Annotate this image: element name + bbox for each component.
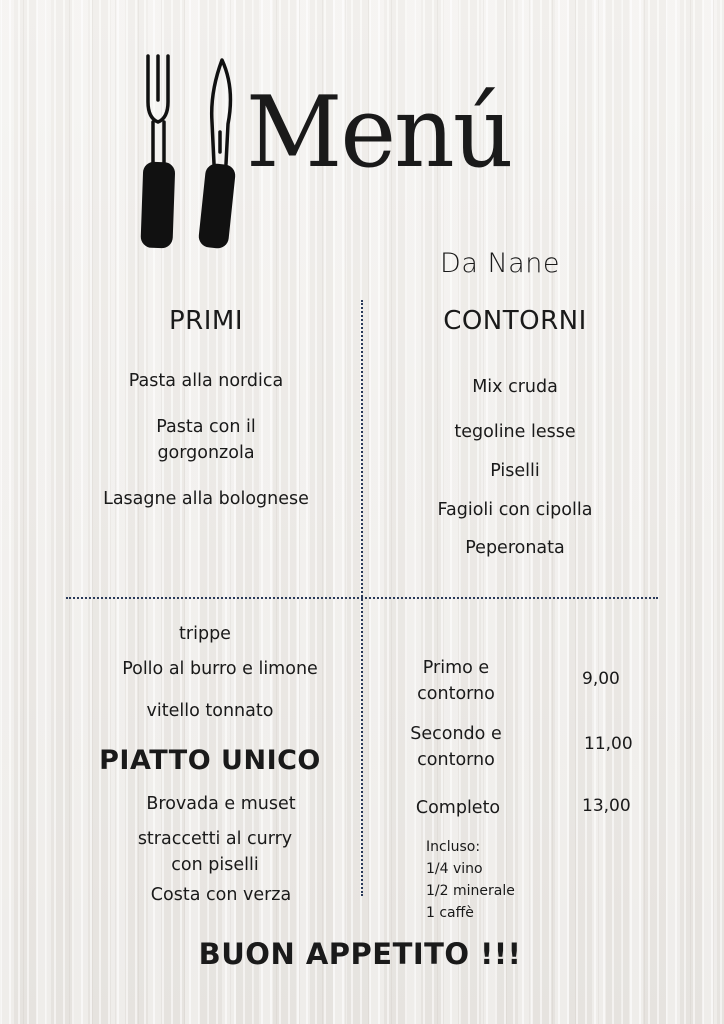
incluso-item: 1/2 minerale: [426, 883, 515, 899]
incluso-item: 1/4 vino: [426, 861, 483, 877]
menu-item: vitello tonnato: [146, 701, 274, 721]
contorni-heading: CONTORNI: [443, 306, 587, 336]
footer-greeting: BUON APPETITO !!!: [198, 937, 522, 971]
price-value: 11,00: [584, 734, 633, 754]
menu-item: trippe: [179, 624, 231, 644]
fork-knife-icon: [136, 52, 240, 252]
menu-item: tegoline lesse: [454, 422, 576, 442]
price-label: Primo e contorno: [417, 658, 495, 704]
price-value: 13,00: [582, 796, 631, 816]
incluso-heading: Incluso:: [426, 839, 481, 855]
horizontal-divider: [66, 597, 658, 599]
incluso-item: 1 caffè: [426, 905, 474, 921]
incluso-box: [426, 836, 515, 924]
price-label: Completo: [415, 798, 501, 818]
menu-item: Costa con verza: [150, 885, 292, 905]
menu-item: Fagioli con cipolla: [437, 500, 593, 520]
menu-item: Mix cruda: [472, 377, 558, 397]
restaurant-name: Da Nane: [440, 248, 560, 279]
menu-item: Pollo al burro e limone: [122, 659, 318, 679]
menu-item: straccetti al curry con piselli: [137, 829, 293, 875]
price-label: Secondo e contorno: [410, 724, 502, 770]
menu-item: Lasagne alla bolognese: [103, 489, 309, 509]
menu-item: Pasta alla nordica: [128, 371, 284, 391]
menu-item: Piselli: [490, 461, 540, 481]
menu-item: Pasta con il gorgonzola: [156, 417, 256, 463]
primi-heading: PRIMI: [168, 306, 243, 336]
menu-item: Peperonata: [465, 538, 565, 558]
piatto-unico-heading: PIATTO UNICO: [99, 745, 321, 776]
page-title: Menú: [246, 76, 512, 190]
menu-item: Brovada e muset: [146, 794, 296, 814]
price-value: 9,00: [582, 669, 620, 689]
